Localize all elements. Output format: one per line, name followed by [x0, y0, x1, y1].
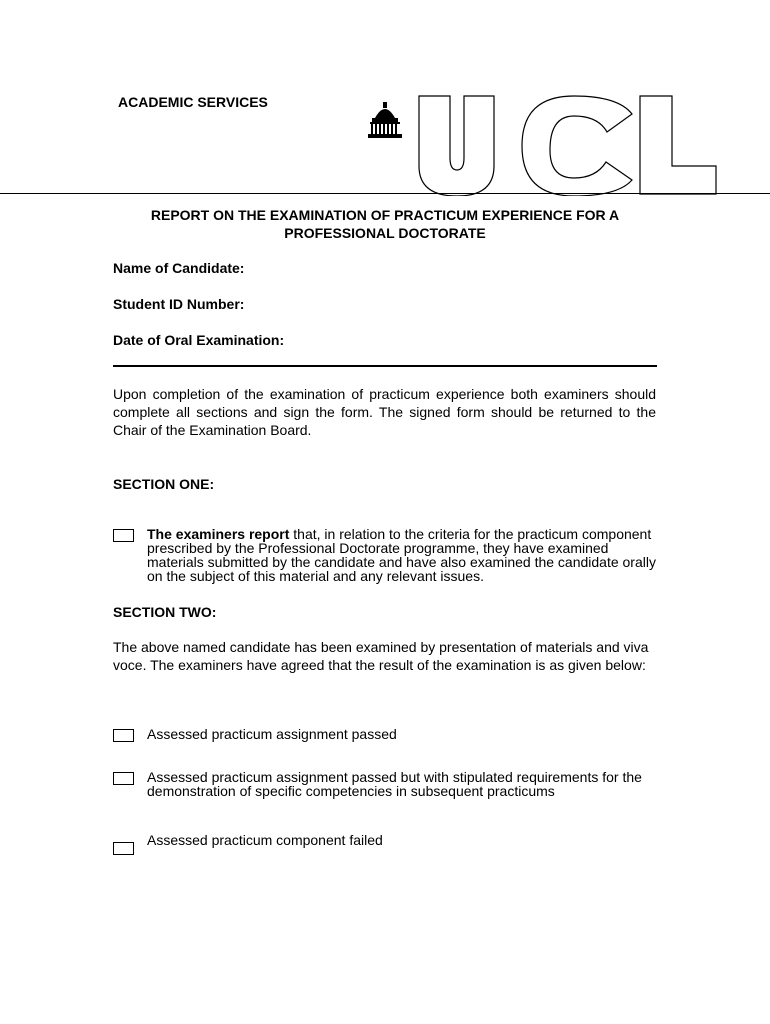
form-title-line-1: REPORT ON THE EXAMINATION OF PRACTICUM EXPERIENCE FOR A	[150, 207, 620, 223]
candidate-name-label: Name of Candidate:	[113, 260, 245, 276]
form-title	[110, 206, 660, 242]
option-passed-with-requirements-label: Assessed practicum assignment passed but with stipulated requirements for the demonstration of specific competencies in subsequent practicums	[147, 769, 642, 799]
option-failed-checkbox[interactable]	[113, 842, 134, 855]
fields-divider	[113, 365, 657, 367]
section-one-statement-bold: The examiners report	[147, 526, 290, 542]
instructions-paragraph: Upon completion of the examination of practicum experience both examiners should complete all sections and sign the form. The signed form should be returned to the Chair of the Examination Board.	[113, 386, 656, 438]
option-passed-checkbox[interactable]	[113, 729, 134, 742]
header-divider	[0, 193, 770, 194]
ucl-logo	[362, 94, 718, 196]
option-passed-label: Assessed practicum assignment passed	[147, 726, 397, 742]
form-title-line-2: PROFESSIONAL DOCTORATE	[284, 225, 486, 241]
section-two-paragraph: The above named candidate has been examined by presentation of materials and viva voce. The examiners have agreed that the result of the examination is as given below:	[113, 639, 649, 673]
student-id-label: Student ID Number:	[113, 296, 245, 312]
section-one-checkbox[interactable]	[113, 529, 134, 542]
option-passed-with-requirements-checkbox[interactable]	[113, 772, 134, 785]
section-one-statement-rest: that, in relation to the criteria for the practicum component prescribed by the Professional Doctorate programme, they have examined materials submitted by the candidate and have also examined the candidate orally on the subject of this material and any relevant issues.	[147, 526, 656, 584]
portico-dome-icon	[368, 102, 402, 138]
section-one-heading: SECTION ONE:	[113, 476, 215, 492]
department-name: ACADEMIC SERVICES	[118, 94, 268, 110]
oral-exam-date-label: Date of Oral Examination:	[113, 332, 285, 348]
section-one-statement	[147, 527, 657, 583]
section-two-heading: SECTION TWO:	[113, 604, 217, 620]
option-failed-label: Assessed practicum component failed	[147, 832, 383, 848]
